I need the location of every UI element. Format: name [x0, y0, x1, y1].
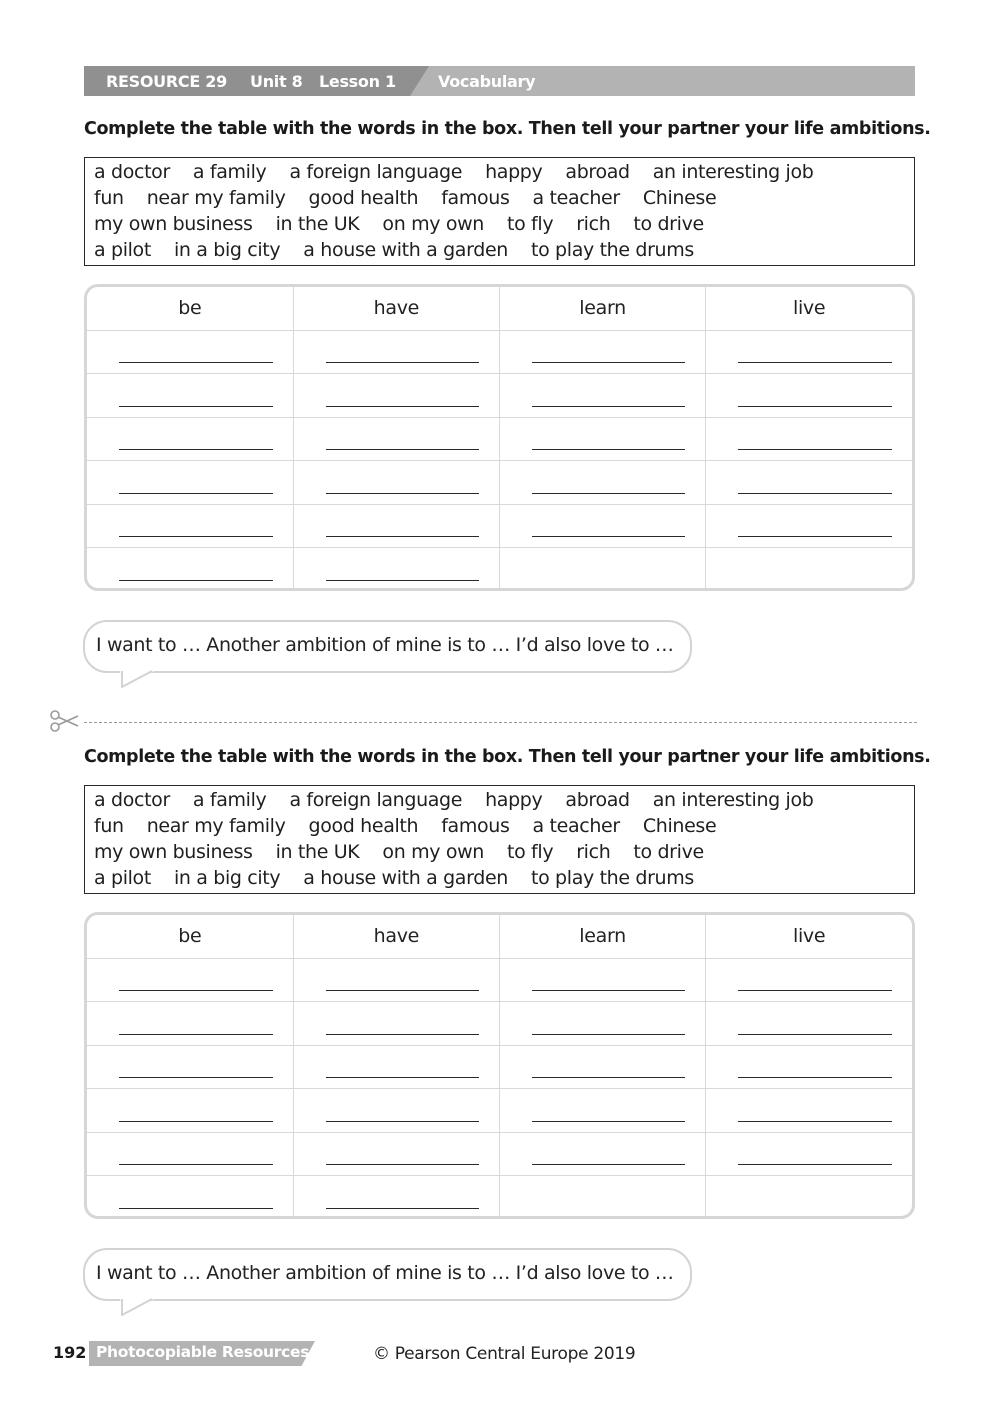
column-header-live: live — [706, 287, 912, 330]
word: a teacher — [532, 187, 620, 209]
answer-blank[interactable] — [532, 493, 685, 494]
column-header-live: live — [706, 915, 912, 958]
answer-blank[interactable] — [119, 1164, 273, 1165]
word: a family — [192, 789, 267, 811]
answer-blank[interactable] — [326, 990, 479, 991]
answer-blank[interactable] — [532, 1121, 685, 1122]
word: Chinese — [642, 815, 717, 837]
table-cell — [500, 504, 706, 548]
instruction: Complete the table with the words in the box. Then tell your partner your life ambitions. — [84, 747, 931, 767]
word: a foreign language — [289, 161, 463, 183]
word: a doctor — [94, 161, 170, 183]
word: my own business — [94, 213, 253, 235]
word: in a big city — [173, 867, 281, 889]
word: happy — [485, 161, 543, 183]
word: Chinese — [642, 187, 717, 209]
table-cell — [500, 1089, 706, 1133]
answer-blank[interactable] — [532, 1077, 685, 1078]
table-cell — [706, 504, 912, 548]
answer-blank[interactable] — [119, 493, 273, 494]
word: abroad — [565, 161, 630, 183]
answer-blank[interactable] — [326, 1034, 479, 1035]
table-row — [87, 1089, 912, 1133]
table-cell — [500, 417, 706, 461]
table-cell — [87, 1002, 293, 1046]
table-cell — [500, 958, 706, 1002]
table-cell — [87, 1045, 293, 1089]
column-header-have: have — [293, 915, 499, 958]
word: on my own — [382, 841, 484, 863]
word: in the UK — [275, 213, 360, 235]
table-cell — [293, 958, 499, 1002]
answer-blank[interactable] — [326, 406, 479, 407]
word: a foreign language — [289, 789, 463, 811]
table-cell — [706, 548, 912, 592]
word: to play the drums — [530, 239, 694, 261]
table-cell — [500, 1002, 706, 1046]
speech-bubble-tail — [118, 1298, 158, 1316]
answer-blank[interactable] — [326, 1208, 479, 1209]
speech-bubble-tail — [118, 670, 158, 688]
answer-blank[interactable] — [326, 493, 479, 494]
answer-blank[interactable] — [532, 362, 685, 363]
table-cell — [293, 374, 499, 418]
answer-blank[interactable] — [326, 536, 479, 537]
table-cell — [706, 461, 912, 505]
word: rich — [576, 213, 611, 235]
answer-blank[interactable] — [119, 536, 273, 537]
table-row — [87, 958, 912, 1002]
table-cell — [706, 1132, 912, 1176]
word: famous — [441, 815, 510, 837]
answer-blank[interactable] — [738, 1077, 892, 1078]
word: in the UK — [275, 841, 360, 863]
table-cell — [293, 504, 499, 548]
answer-blank[interactable] — [532, 1034, 685, 1035]
word-box-line — [94, 211, 914, 237]
table-cell — [293, 1002, 499, 1046]
table-cell — [500, 1176, 706, 1220]
resource-label: RESOURCE 29 — [106, 72, 227, 91]
cut-line — [84, 722, 917, 723]
answer-blank[interactable] — [738, 536, 892, 537]
answer-blank[interactable] — [738, 1034, 892, 1035]
footer-label: Photocopiable Resources — [96, 1343, 310, 1361]
table-cell — [500, 374, 706, 418]
table-row — [87, 461, 912, 505]
word: to play the drums — [530, 867, 694, 889]
answer-blank[interactable] — [119, 580, 273, 581]
table-row — [87, 548, 912, 592]
word-box-line — [94, 159, 914, 185]
table-cell — [500, 1132, 706, 1176]
answer-blank[interactable] — [738, 1121, 892, 1122]
column-header-be: be — [87, 287, 293, 330]
word: a family — [192, 161, 267, 183]
table-row — [87, 374, 912, 418]
answer-blank[interactable] — [119, 1121, 273, 1122]
word: fun — [94, 187, 124, 209]
table-cell — [706, 1002, 912, 1046]
table-cell — [500, 461, 706, 505]
table-cell — [293, 417, 499, 461]
word: to drive — [633, 213, 704, 235]
answer-blank[interactable] — [119, 449, 273, 450]
table-cell — [706, 374, 912, 418]
unit-label: Unit 8 — [250, 72, 303, 91]
column-header-have: have — [293, 287, 499, 330]
table-cell — [87, 1089, 293, 1133]
answer-blank[interactable] — [326, 580, 479, 581]
answer-blank[interactable] — [119, 1034, 273, 1035]
word-box — [84, 157, 915, 266]
table-cell — [706, 958, 912, 1002]
instruction: Complete the table with the words in the box. Then tell your partner your life ambitions. — [84, 119, 931, 139]
vocabulary-table — [84, 912, 915, 1219]
table-cell — [500, 1045, 706, 1089]
table-cell — [87, 1176, 293, 1220]
table-row — [87, 504, 912, 548]
word: abroad — [565, 789, 630, 811]
answer-blank[interactable] — [738, 990, 892, 991]
table-row — [87, 1132, 912, 1176]
word-box-line — [94, 839, 914, 865]
table-row — [87, 417, 912, 461]
table-cell — [706, 330, 912, 374]
answer-blank[interactable] — [532, 1164, 685, 1165]
answer-blank[interactable] — [326, 1164, 479, 1165]
word-box-line — [94, 865, 914, 891]
word: to fly — [506, 841, 554, 863]
column-header-learn: learn — [500, 287, 706, 330]
word-box-line — [94, 813, 914, 839]
word: on my own — [382, 213, 484, 235]
table-cell — [293, 1045, 499, 1089]
table-cell — [87, 417, 293, 461]
copyright: © Pearson Central Europe 2019 — [373, 1344, 636, 1364]
table-row — [87, 1176, 912, 1220]
word: near my family — [146, 187, 286, 209]
word-box-line — [94, 787, 914, 813]
word: my own business — [94, 841, 253, 863]
answer-blank[interactable] — [738, 406, 892, 407]
answer-blank[interactable] — [326, 1077, 479, 1078]
answer-blank[interactable] — [119, 362, 273, 363]
word: an interesting job — [652, 161, 814, 183]
table-cell — [500, 548, 706, 592]
word: rich — [576, 841, 611, 863]
word: a teacher — [532, 815, 620, 837]
table-row — [87, 1002, 912, 1046]
answer-blank[interactable] — [532, 990, 685, 991]
table-row — [87, 1045, 912, 1089]
speech-bubble: I want to … Another ambition of mine is to … I’d also love to … — [83, 620, 692, 673]
word: good health — [308, 187, 419, 209]
page-number: 192 — [53, 1343, 87, 1362]
table-cell — [87, 548, 293, 592]
table-cell — [293, 1132, 499, 1176]
answer-blank[interactable] — [532, 536, 685, 537]
word: a doctor — [94, 789, 170, 811]
lesson-label: Lesson 1 — [319, 72, 396, 91]
table-cell — [87, 374, 293, 418]
table-cell — [293, 330, 499, 374]
answer-blank[interactable] — [119, 406, 273, 407]
answer-blank[interactable] — [738, 449, 892, 450]
word: fun — [94, 815, 124, 837]
answer-blank[interactable] — [119, 1208, 273, 1209]
word-box-line — [94, 237, 914, 263]
answer-blank[interactable] — [326, 362, 479, 363]
word: happy — [485, 789, 543, 811]
word: near my family — [146, 815, 286, 837]
word: in a big city — [173, 239, 281, 261]
table-cell — [293, 548, 499, 592]
answer-blank[interactable] — [326, 1121, 479, 1122]
table-cell — [706, 1045, 912, 1089]
answer-blank[interactable] — [532, 449, 685, 450]
table-cell — [293, 461, 499, 505]
table-cell — [87, 504, 293, 548]
word-box — [84, 785, 915, 894]
table-cell — [87, 958, 293, 1002]
word: good health — [308, 815, 419, 837]
column-header-learn: learn — [500, 915, 706, 958]
scissors-icon — [48, 709, 80, 733]
table-cell — [706, 417, 912, 461]
word: a house with a garden — [303, 239, 508, 261]
answer-blank[interactable] — [738, 493, 892, 494]
answer-blank[interactable] — [326, 449, 479, 450]
word: a house with a garden — [303, 867, 508, 889]
answer-blank[interactable] — [119, 1077, 273, 1078]
table-cell — [293, 1176, 499, 1220]
table-cell — [500, 330, 706, 374]
word: a pilot — [94, 867, 151, 889]
speech-bubble: I want to … Another ambition of mine is to … I’d also love to … — [83, 1248, 692, 1301]
answer-blank[interactable] — [119, 990, 273, 991]
word-box-line — [94, 185, 914, 211]
word: famous — [441, 187, 510, 209]
vocabulary-table — [84, 284, 915, 591]
answer-blank[interactable] — [532, 406, 685, 407]
table-cell — [87, 461, 293, 505]
answer-blank[interactable] — [738, 1164, 892, 1165]
word: a pilot — [94, 239, 151, 261]
table-cell — [293, 1089, 499, 1133]
word: to fly — [506, 213, 554, 235]
table-cell — [706, 1176, 912, 1220]
table-cell — [87, 1132, 293, 1176]
word: to drive — [633, 841, 704, 863]
table-cell — [87, 330, 293, 374]
topic-label: Vocabulary — [438, 72, 536, 91]
table-row — [87, 330, 912, 374]
column-header-be: be — [87, 915, 293, 958]
word: an interesting job — [652, 789, 814, 811]
table-cell — [706, 1089, 912, 1133]
answer-blank[interactable] — [738, 362, 892, 363]
